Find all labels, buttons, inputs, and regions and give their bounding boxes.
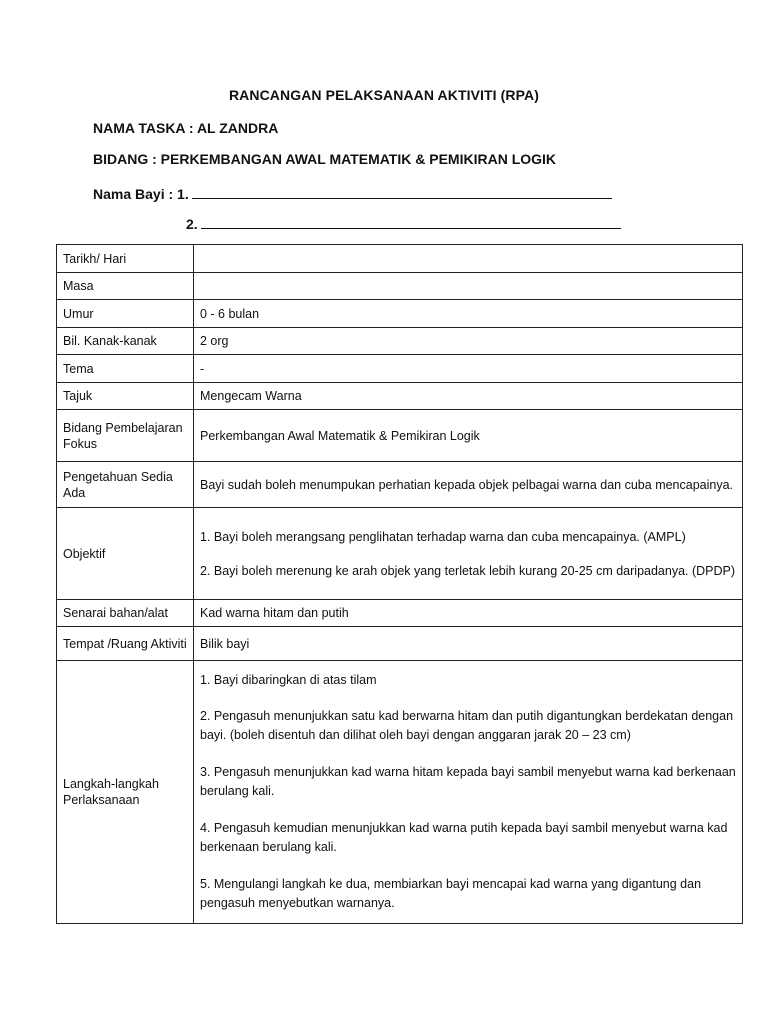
table-row (57, 462, 743, 508)
row-value-tajuk: Mengecam Warna (194, 383, 743, 410)
row-value-tema: - (194, 355, 743, 383)
row-value-masa[interactable] (194, 273, 743, 300)
row-label: Bil. Kanak-kanak (57, 328, 194, 355)
objektif-item: 2. Bayi boleh merenung ke arah objek yang terletak lebih kurang 20-25 cm daripadanya. (DPDP) (200, 563, 736, 578)
row-value-bil-kanak: 2 org (194, 328, 743, 355)
row-value-bidang: Perkembangan Awal Matematik & Pemikiran Logik (194, 410, 743, 462)
row-value-umur: 0 - 6 bulan (194, 300, 743, 328)
row-value-pengetahuan: Bayi sudah boleh menumpukan perhatian kepada objek pelbagai warna dan cuba mencapainya. (194, 462, 743, 508)
row-label: Umur (57, 300, 194, 328)
row-label: Masa (57, 273, 194, 300)
table-row (57, 600, 743, 627)
row-label: Tema (57, 355, 194, 383)
langkah-item: 5. Mengulangi langkah ke dua, membiarkan bayi mencapai kad warna yang digantung dan pengasuh menyebutkan warnanya. (200, 876, 702, 910)
row-value-tempat: Bilik bayi (194, 627, 743, 661)
langkah-item: 3. Pengasuh menunjukkan kad warna hitam kepada bayi sambil menyebut warna kad berkenaan berulang kali. (200, 764, 736, 798)
table-row (57, 508, 743, 600)
row-label: Tarikh/ Hari (57, 245, 194, 273)
table-row (57, 300, 743, 328)
table-row (57, 661, 743, 924)
bidang: BIDANG : PERKEMBANGAN AWAL MATEMATIK & PEMIKIRAN LOGIK (93, 151, 557, 167)
row-label: Tempat /Ruang Aktiviti (57, 627, 194, 661)
row-value-objektif (194, 508, 743, 600)
nama-taska: NAMA TASKA : AL ZANDRA (93, 120, 279, 136)
nama-bayi-line-1 (93, 184, 612, 202)
table-row (57, 383, 743, 410)
row-value-tarikh[interactable] (194, 245, 743, 273)
row-label: Tajuk (57, 383, 194, 410)
rpa-table (56, 244, 743, 924)
langkah-item: 2. Pengasuh menunjukkan satu kad berwarna hitam dan putih digantungkan berdekatan dengan bayi. (boleh disentuh dan dilihat oleh bayi dengan anggaran jarak 20 – 23 cm) (200, 708, 734, 742)
row-label: Langkah-langkah Perlaksanaan (57, 661, 194, 924)
table-row (57, 328, 743, 355)
nama-bayi-blank-1[interactable] (192, 184, 612, 199)
table-row (57, 627, 743, 661)
row-label: Pengetahuan Sedia Ada (57, 462, 194, 508)
langkah-item: 1. Bayi dibaringkan di atas tilam (200, 672, 377, 687)
row-value-bahan: Kad warna hitam dan putih (194, 600, 743, 627)
langkah-item: 4. Pengasuh kemudian menunjukkan kad warna putih kepada bayi sambil menyebut warna kad berkenaan berulang kali. (200, 820, 728, 854)
nama-bayi-number-1: 1. (177, 186, 189, 202)
row-label: Bidang Pembelajaran Fokus (57, 410, 194, 462)
nama-bayi-label: Nama Bayi : (93, 186, 174, 202)
table-row (57, 410, 743, 462)
row-value-langkah (194, 661, 743, 924)
table-row (57, 273, 743, 300)
row-label: Objektif (57, 508, 194, 600)
nama-bayi-line-2 (186, 214, 621, 232)
objektif-item: 1. Bayi boleh merangsang penglihatan terhadap warna dan cuba mencapainya. (AMPL) (200, 529, 686, 544)
row-label: Senarai bahan/alat (57, 600, 194, 627)
document-title: RANCANGAN PELAKSANAAN AKTIVITI (RPA) (228, 87, 540, 103)
table-row (57, 355, 743, 383)
nama-bayi-number-2: 2. (186, 216, 198, 232)
nama-bayi-blank-2[interactable] (201, 214, 621, 229)
table-row (57, 245, 743, 273)
